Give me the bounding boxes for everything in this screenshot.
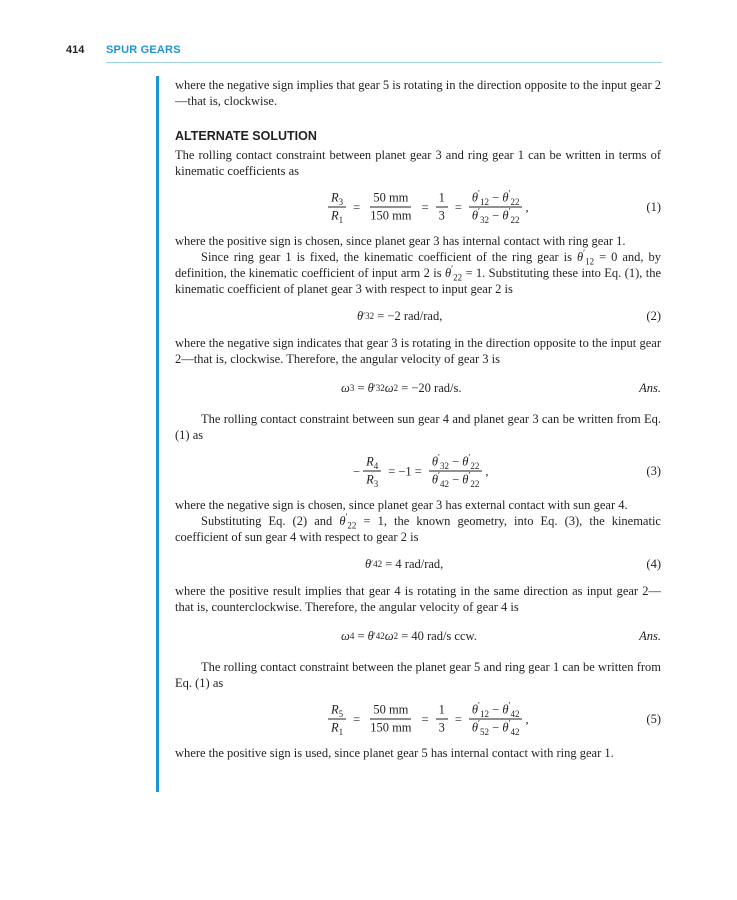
equation-number-2: (2): [646, 309, 661, 323]
equation-5: $\frac{R_5}{R_1}$ = $\frac{50 mm}{150 mm}$ = $\frac{1}{3}$ = $\frac{\theta'_{12} - \theta'_{42}}{\theta'_{52} - \theta'_{42}}$ , (5): [175, 697, 661, 741]
equation-4: θ ′ 42 = 4 rad/rad, (4): [365, 557, 661, 571]
eq2-rhs: = −2 rad/rad,: [377, 309, 443, 323]
eq3-minus-one: = −1 =: [388, 464, 422, 478]
ans2-rhs: = 40 rad/s ccw.: [401, 629, 477, 643]
section-heading: ALTERNATE SOLUTION: [175, 129, 317, 143]
ans-label-1: Ans.: [639, 381, 661, 395]
paragraph-10: The rolling contact constraint between the planet gear 5 and ring gear 1 can be written from Eq. (1) as: [175, 660, 661, 690]
ans-label-2: Ans.: [639, 629, 661, 643]
equation-number-1: (1): [646, 200, 661, 214]
paragraph-9: where the positive result implies that gear 4 is rotating in the same direction as input gear 2—that is, counterclockwise. Therefore, the angular velocity of gear 4 is: [175, 584, 661, 614]
eq1-one: 1: [436, 191, 448, 208]
eq1-three: 3: [438, 208, 445, 223]
equation-3: − $\frac{R_4}{R_3}$ = −1 = $\frac{\theta'_{32} - \theta'_{22}}{\theta'_{42} - \theta'_{22}}$ , (3): [353, 452, 661, 489]
answer-1: ω 3 = θ ′ 32 ω 2 = −20 rad/s. Ans.: [341, 381, 661, 395]
paragraph-5: where the negative sign indicates that gear 3 is rotating in the direction opposite to the input gear 2—that is, clockwise. Therefore, the angular velocity of gear 3 is: [175, 336, 661, 366]
page-header: [66, 44, 662, 64]
paragraph-2: The rolling contact constraint between planet gear 3 and ring gear 1 can be written in terms of kinematic coefficients as: [175, 148, 661, 178]
paragraph-8: Substituting Eq. (2) and $\theta'_{22} = 1$, the known geometry, into Eq. (3), the kinematic coefficient of sun gear 4 with respect to gear 2 is: [175, 511, 661, 544]
paragraph-1: where the negative sign implies that gear 5 is rotating in the direction opposite to the input gear 2—that is, clockwise.: [175, 78, 661, 108]
equation-number-4: (4): [646, 557, 661, 571]
equation-2: θ ′ 32 = −2 rad/rad, (2): [357, 309, 661, 323]
ans1-rhs: = −20 rad/s.: [401, 381, 462, 395]
eq4-rhs: = 4 rad/rad,: [385, 557, 444, 571]
equation-number-3: (3): [646, 464, 661, 478]
equation-1: $\frac{R_3}{R_1}$ = $\frac{50 mm}{150 mm}$ = $\frac{1}{3}$ = $\frac{\theta'_{12} - \theta'_{22}}{\theta'_{32} - \theta'_{22}}$ , (1): [175, 185, 661, 229]
chapter-title: SPUR GEARS: [106, 44, 181, 56]
eq5-three: 3: [438, 720, 445, 735]
margin-bar: [156, 76, 159, 792]
page-body: [175, 77, 661, 761]
eq5-numerator: 50 mm: [370, 703, 411, 720]
paragraph-7: where the negative sign is chosen, since planet gear 3 has external contact with sun gear 4.: [175, 498, 628, 512]
page-number: 414: [66, 44, 85, 56]
equation-number-5: (5): [646, 712, 661, 726]
eq5-one: 1: [436, 703, 448, 720]
paragraph-6: The rolling contact constraint between sun gear 4 and planet gear 3 can be written from Eq. (1) as: [175, 412, 661, 442]
eq1-denominator: 150 mm: [370, 208, 412, 223]
paragraph-3: where the positive sign is chosen, since planet gear 3 has internal contact with ring gear 1.: [175, 234, 626, 248]
paragraph-11: where the positive sign is used, since planet gear 5 has internal contact with ring gear 1.: [175, 746, 614, 760]
header-rule: [106, 62, 662, 63]
answer-2: ω 4 = θ ′ 42 ω 2 = 40 rad/s ccw. Ans.: [341, 629, 661, 643]
paragraph-4: Since ring gear 1 is fixed, the kinematic coefficient of the ring gear is $\theta'_{12} = 0$ and, by definition, the kinematic coefficient of input arm 2 is $\theta'_{22} = 1$. Substituting these into Eq. (1), the kinematic coefficient of planet gear 3 with respect to input gear 2 is: [175, 247, 662, 296]
eq1-numerator: 50 mm: [370, 191, 411, 208]
eq5-denominator: 150 mm: [370, 720, 412, 735]
